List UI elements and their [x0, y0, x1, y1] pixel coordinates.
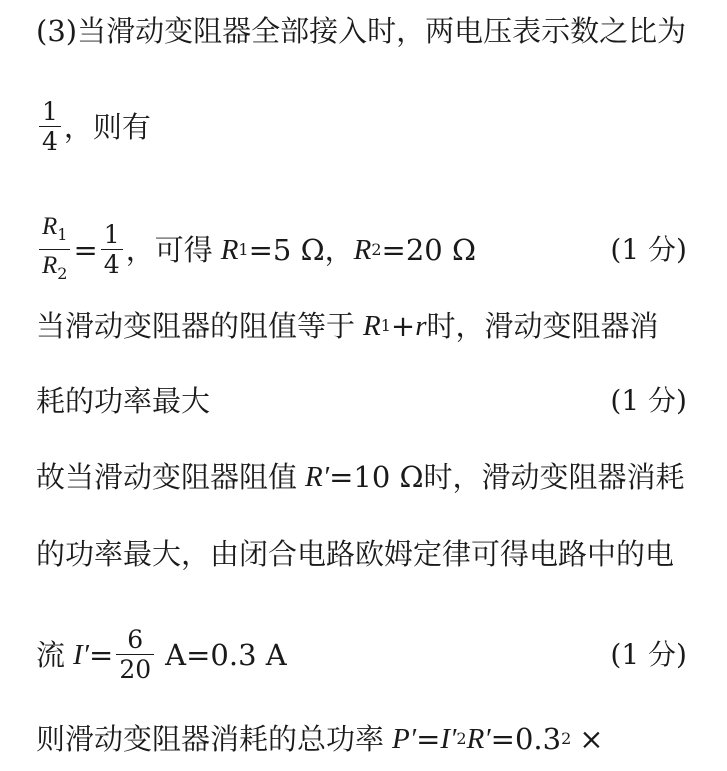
var-r: R [353, 233, 372, 266]
r1-value: =5 Ω， [248, 232, 354, 267]
fraction-r1-over-r2 [39, 212, 70, 287]
subscript: 1 [57, 225, 68, 244]
equals-sign: = [416, 722, 441, 756]
line-5-text: 耗的功率最大 [36, 384, 211, 418]
fraction-one-quarter [39, 98, 61, 155]
line-7-text: 的功率最大，由闭合电路欧姆定律可得电路中的电 [36, 537, 675, 571]
subscript: 1 [238, 239, 249, 259]
fraction-one-quarter [101, 221, 123, 278]
subscript: 2 [57, 264, 68, 283]
line-6-text-post: =10 Ω时，滑动变阻器消耗 [329, 460, 685, 494]
fraction-denominator: 4 [101, 249, 123, 278]
plus-sign: + [390, 309, 416, 343]
power-value: =0.3 [490, 722, 562, 756]
r2-value: =20 Ω [381, 232, 476, 267]
times-sign: × [579, 722, 604, 756]
fraction-numerator: 6 [127, 625, 144, 654]
var-r-small: r [415, 310, 427, 342]
text-line-3 [36, 212, 687, 287]
fraction-denominator: 4 [39, 126, 61, 155]
fraction-denominator: 20 [116, 654, 154, 683]
fraction-numerator: 1 [42, 97, 58, 126]
fraction-numerator: 1 [103, 220, 120, 249]
text-line-2 [36, 98, 687, 155]
text-line-9 [36, 722, 687, 756]
score-marker: (1 分) [610, 637, 687, 671]
equals-sign: = [89, 637, 114, 672]
superscript: 2 [561, 729, 572, 748]
var-r: R [363, 310, 381, 342]
text-line-7 [36, 537, 687, 571]
superscript: 2 [456, 729, 467, 748]
equals-sign: = [73, 232, 98, 267]
var-i-prime: I′ [440, 723, 457, 755]
subscript: 1 [380, 316, 391, 335]
var-i-prime: I′ [73, 638, 90, 671]
text-line-5 [36, 384, 687, 418]
line-9-text-pre: 则滑动变阻器消耗的总功率 [36, 722, 385, 756]
line-1-text: (3)当滑动变阻器全部接入时，两电压表示数之比为 [36, 14, 687, 48]
line-2-text: ，则有 [63, 109, 151, 144]
line-4-text-pre: 当滑动变阻器的阻值等于 [36, 309, 356, 343]
text-line-4 [36, 309, 687, 343]
score-marker: (1 分) [610, 384, 687, 417]
line-3-text: ，可得 [125, 232, 213, 267]
text-line-6 [36, 460, 687, 494]
subscript: 2 [371, 239, 382, 259]
var-r-prime: R′ [466, 723, 491, 755]
var-r: R [42, 252, 58, 279]
line-6-text-pre: 故当滑动变阻器阻值 [36, 460, 298, 494]
text-line-8 [36, 626, 687, 683]
var-r: R [42, 213, 58, 240]
text-line-1 [36, 14, 687, 48]
var-r: R [220, 233, 239, 266]
line-4-text-post: 时，滑动变阻器消 [426, 309, 659, 343]
fraction-six-over-twenty [116, 626, 154, 683]
var-r-prime: R′ [305, 461, 330, 493]
line-8-text-pre: 流 [36, 637, 66, 672]
var-p-prime: P′ [392, 723, 417, 755]
score-marker: (1 分) [610, 232, 687, 266]
current-value: A=0.3 A [165, 637, 287, 672]
